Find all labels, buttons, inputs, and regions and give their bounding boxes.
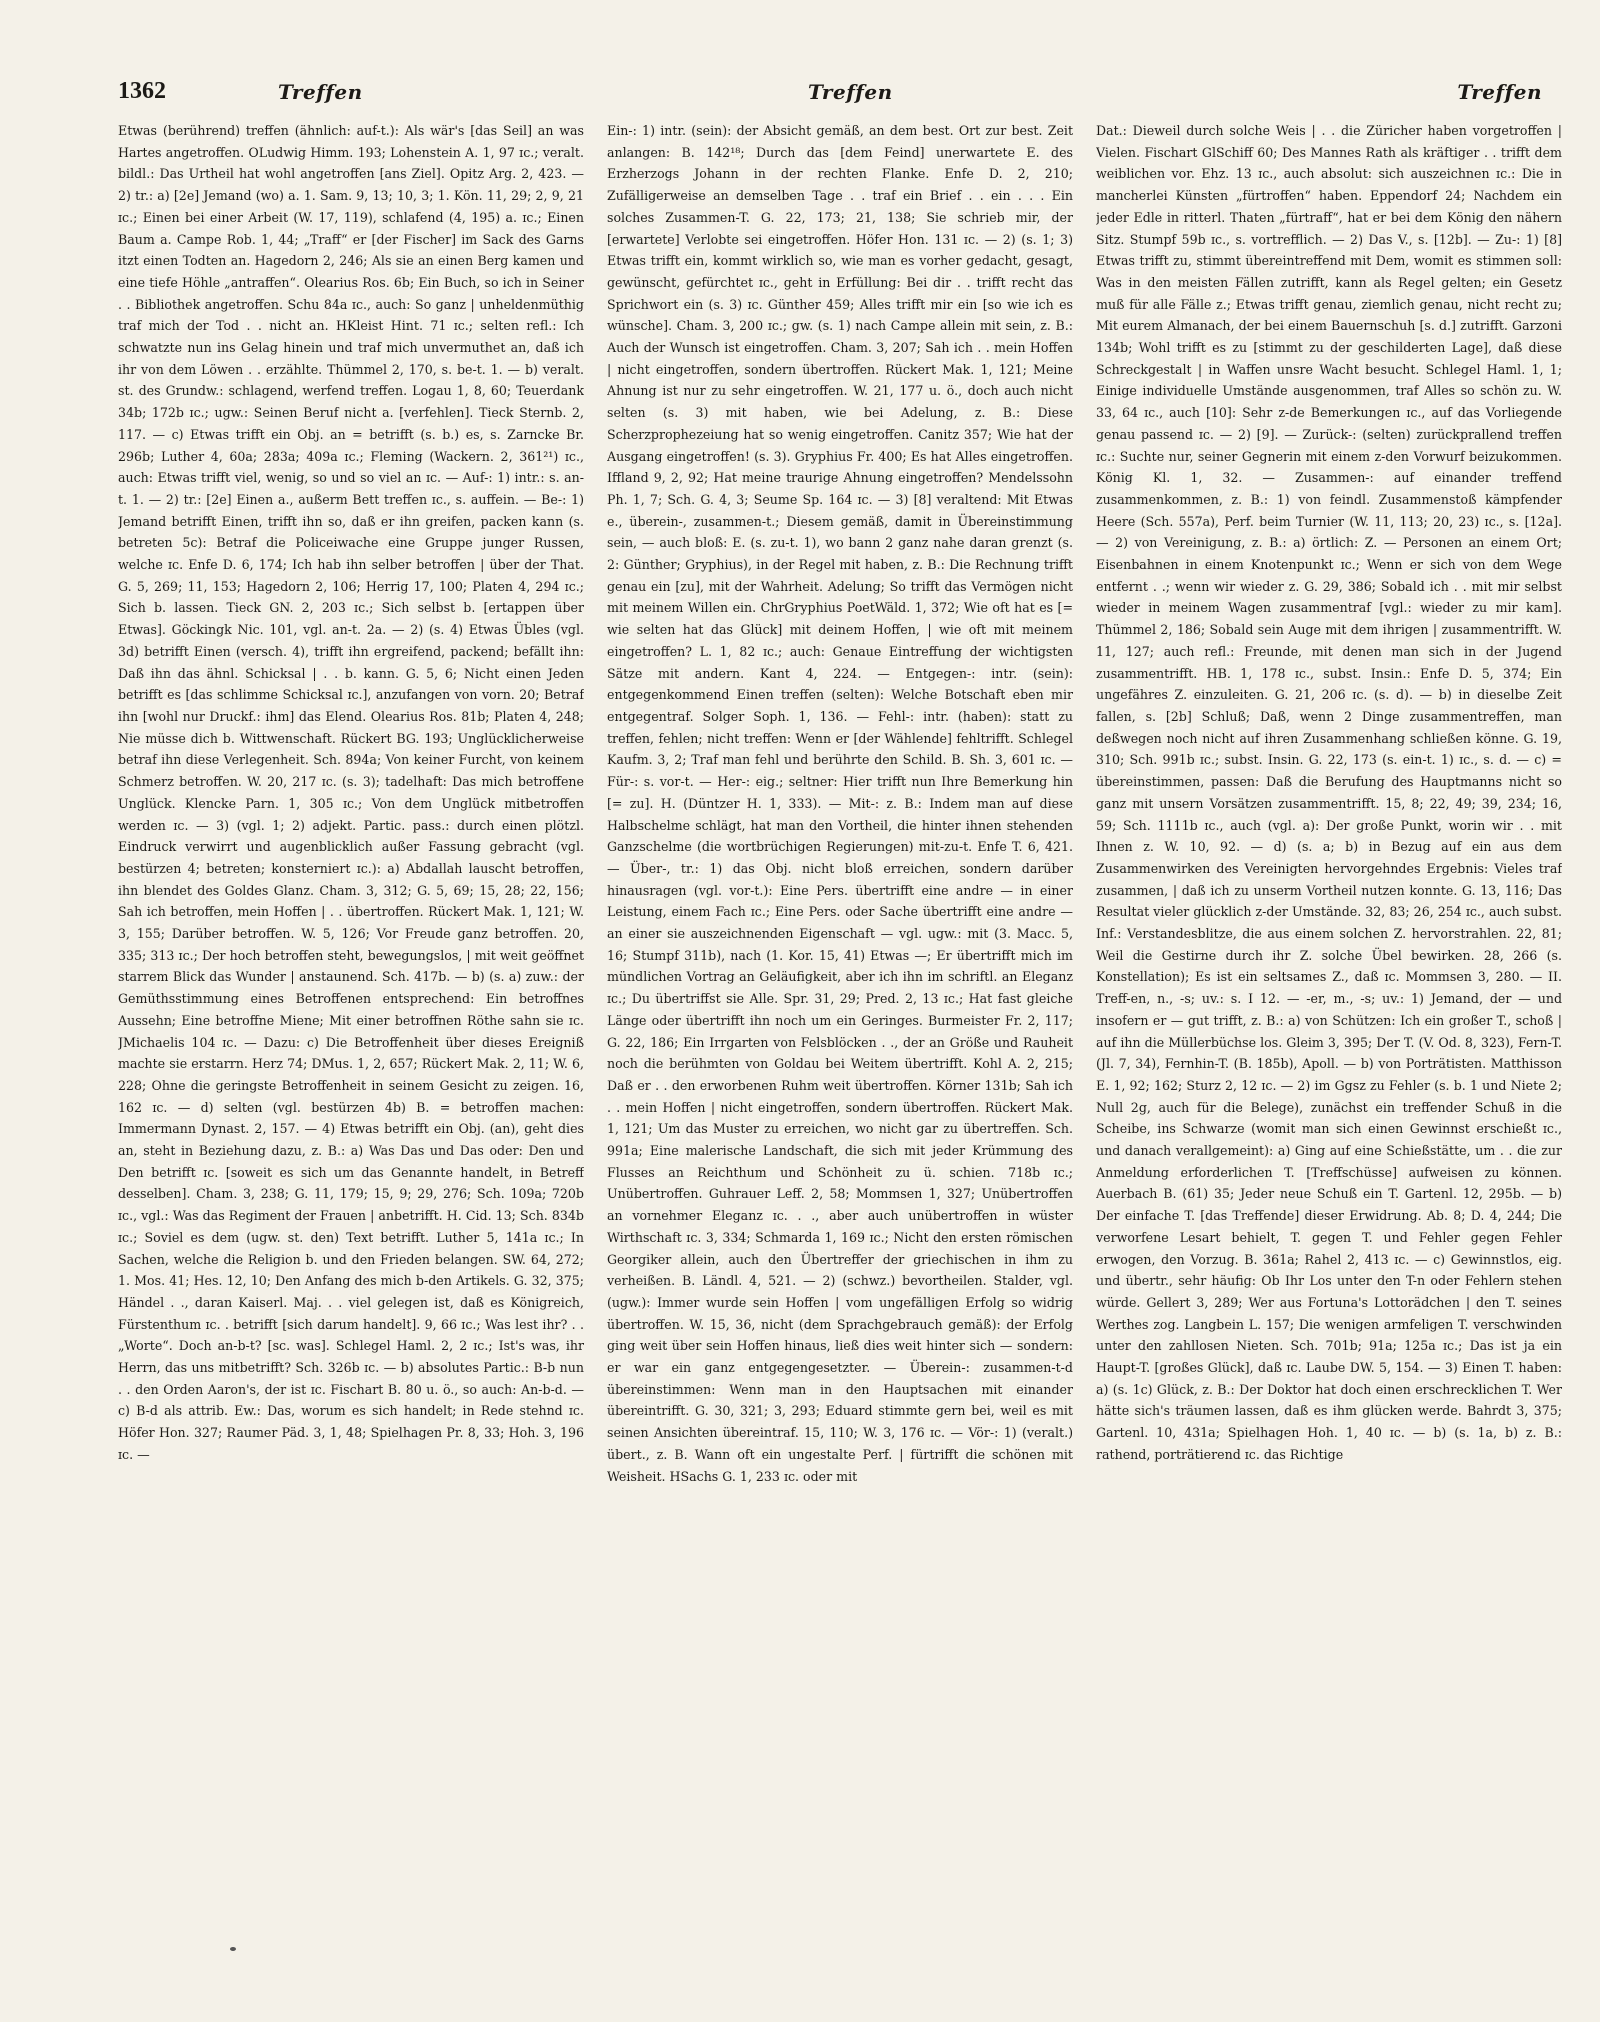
column-right-text: Dat.: Dieweil durch solche Weis | . . die Züricher haben vorgetroffen | Vielen. Fischart GlSchiff 60; Des Mannes Rath als kräftiger . . trifft dem weiblichen vor. Ehz. 13 ɪc., auch absolut: sich auszeichnen ɪc.: Die in mancherlei Künsten „fürtroffen“ haben. Eppendorf 24; Nachdem ein jeder Edle in ritterl. Thaten „fürtraff“, hat er bei dem König den nähern Sitz. Stumpf 59b ɪc., s. vortrefflich. — 2) Das V., s. [12b]. — Zu-: 1) [8] Etwas trifft zu, stimmt übereintreffend mit Dem, womit es stimmen soll: Was in den meisten Fällen zutrifft, kann als Regel gelten; ein Gesetz muß für alle Fälle z.; Etwas trifft genau, ziemlich genau, nicht recht zu; Mit eurem Almanach, der bei einem Bauernschuh [s. d.] zutrifft. Garzoni 134b; Wohl trifft es zu [stimmt zu der geschilderten Lage], daß diese Schreckgestalt | in Waffen unsre Wacht besucht. Schlegel Haml. 1, 1; Einige individuelle Umstände ausgenommen, traf Alles so schön zu. W. 33, 64 ɪc., auch [10]: Sehr z-de Bemerkungen ɪc., auf das Vorliegende genau passend ɪc. — 2) [9]. — Zurück-: (selten) zurückprallend treffen ɪc.: Suchte nur, seiner Gegnerin mit einem z-den Vorwurf beizukommen. König Kl. 1, 32. — Zusammen-: auf einander treffend zusammenkommen, z. B.: 1) von feindl. Zusammenstoß kämpfender Heere (Sch. 557a), Perf. beim Turnier (W. 11, 113; 20, 23) ɪc., s. [12a]. — 2) von Vereinigung, z. B.: a) örtlich: Z. — Personen an einem Ort; Eisenbahnen in einem Knotenpunkt ɪc.; Wenn er sich von dem Wege entfernt . .; wenn wir wieder z. G. 29, 386; Sobald ich . . mit mir selbst wieder in meinem Wagen zusammentraf [vgl.: wieder zu mir kam]. Thümmel 2, 186; Sobald sein Auge mit dem ihrigen | zusammentrifft. W. 11, 127; auch refl.: Freunde, mit denen man sich in der Jugend zusammentrifft. HB. 1, 178 ɪc., subst. Insin.: Enfe D. 5, 374; Ein ungefähres Z. einzuleiten. G. 21, 206 ɪc. (s. d). — b) in dieselbe Zeit fallen, s. [2b] Schluß; Daß, wenn 2 Dinge zusammentreffen, man deßwegen noch nicht auf ihren Zusammenhang schließen könne. G. 19, 310; Sch. 991b ɪc.; subst. Insin. G. 22, 173 (s. ein-t. 1) ɪc., s. d. — c) = übereinstimmen, passen: Daß die Berufung des Hauptmanns nicht so ganz mit unsern Vorsätzen zusammentrifft. 15, 8; 22, 49; 39, 234; 16, 59; Sch. 1111b ɪc., auch (vgl. a): Der große Punkt, worin wir . . mit Ihnen z. W. 10, 92. — d) (s. a; b) in Bezug auf ein aus dem Zusammenwirken des Vereinigten hervorgehndes Ergebnis: Vieles traf zusammen, | daß ich zu unserm Vortheil nutzen konnte. G. 13, 116; Das Resultat vieler glücklich z-der Umstände. 32, 83; 26, 254 ɪc., auch subst. Inf.: Verstandesblitze, die aus einem solchen Z. hervorstrahlen. 22, 81; Weil die Gestirne durch ihr Z. solche Übel bewirken. 28, 266 (s. Konstellation); Es ist ein seltsames Z., daß ɪc. Mommsen 3, 280. — II. Treff-en, n., -s; uv.: s. I 12. — -er, m., -s; uv.: 1) Jemand, der — und insofern er — gut trifft, z. B.: a) von Schützen: Ich ein großer T., schoß | auf ihn die Müllerbüchse los. Gleim 3, 395; Der T. (V. Od. 8, 323), Fern-T. (Jl. 7, 34), Fernhin-T. (B. 185b), Apoll. — b) von Porträtisten. Matthisson E. 1, 92; 162; Sturz 2, 12 ɪc. — 2) im Ggsz zu Fehler (s. b. 1 und Niete 2; Null 2g, auch für die Belege), zunächst ein treffender Schuß in die Scheibe, ins Schwarze (womit man sich einen Gewinnst erschießt ɪc., und danach verallgemeint): a) Ging auf eine Schießstätte, um . . die zur Anmeldung erforderlichen T. [Treffschüsse] aufweisen zu können. Auerbach B. (61) 35; Jeder neue Schuß ein T. Gartenl. 12, 295b. — b) Der einfache T. [das Treffende] dieser Erwidrung. Ab. 8; D. 4, 244; Die verworfene Lesart behielt, T. gegen T. und Fehler gegen Fehler erwogen, den Vorzug. B. 361a; Rahel 2, 413 ɪc. — c) Gewinnstlos, eig. und übertr., sehr häufig: Ob Ihr Los unter den T-n oder Fehlern stehen würde. Gellert 3, 289; Wer aus Fortuna's Lottorädchen | den T. seines Werthes zog. Langbein L. 157; Die wenigen armfeligen T. verschwinden unter den zahllosen Nieten. Sch. 701b; 91a; 125a ɪc.; Das ist ja ein Haupt-T. [großes Glück], daß ɪc. Laube DW. 5, 154. — 3) Einen T. haben: a) (s. 1c) Glück, z. B.: Der Doktor hat doch einen erschrecklichen T. Wer hätte sich's träumen lassen, daß es ihm glücken werde. Bahrdt 3, 375; Gartenl. 10, 431a; Spielhagen Hoh. 1, 40 ɪc. — b) (s. 1a, b) z. B.: rathend, porträtierend ɪc. das Richtige: [1096, 123, 1562, 1462]
column-left-text: Etwas (berührend) treffen (ähnlich: auf-t.): Als wär's [das Seil] an was Hartes angetroffen. OLudwig Himm. 193; Lohenstein A. 1, 97 ɪc.; veralt. bildl.: Das Urtheil hat wohl angetroffen [ans Ziel]. Opitz Arg. 2, 423. — 2) tr.: a) [2e] Jemand (wo) a. 1. Sam. 9, 13; 10, 3; 1. Kön. 11, 29; 2, 9, 21 ɪc.; Einen bei einer Arbeit (W. 17, 119), schlafend (4, 195) a. ɪc.; Einen Baum a. Campe Rob. 1, 44; „Traff“ er [der Fischer] im Sack des Garns itzt einen Todten an. Hagedorn 2, 246; Als sie an einen Berg kamen und eine tiefe Höhle „antraffen“. Olearius Ros. 6b; Ein Buch, so ich in Seiner . . Bibliothek angetroffen. Schu 84a ɪc., auch: So ganz | unheldenmüthig traf mich der Tod . . nicht an. HKleist Hint. 71 ɪc.; selten refl.: Ich schwatzte nun ins Gelag hinein und traf mich unvermuthet an, daß ich ihr von dem Löwen . . erzählte. Thümmel 2, 170, s. be-t. 1. — b) veralt. st. des Grundw.: schlagend, werfend treffen. Logau 1, 8, 60; Teuerdank 34b; 172b ɪc.; ugw.: Seinen Beruf nicht a. [verfehlen]. Tieck Sternb. 2, 117. — c) Etwas trifft ein Obj. an = betrifft (s. b.) es, s. Zarncke Br. 296b; Luther 4, 60a; 283a; 409a ɪc.; Fleming (Wackern. 2, 361²¹) ɪc., auch: Etwas trifft viel, wenig, so und so viel an ɪc. — Auf-: 1) intr.: s. an-t. 1. — 2) tr.: [2e] Einen a., außerm Bett treffen ɪc., s. auffein. — Be-: 1) Jemand betrifft Einen, trifft ihn so, daß er ihn greifen, packen kann (s. betreten 5c): Betraf die Policeiwache eine Gruppe junger Russen, welche ɪc. Enfe D. 6, 174; Ich hab ihn selber betroffen | über der That. G. 5, 269; 11, 153; Hagedorn 2, 106; Herrig 17, 100; Platen 4, 294 ɪc.; Sich b. lassen. Tieck GN. 2, 203 ɪc.; Sich selbst b. [ertappen über Etwas]. Göckingk Nic. 101, vgl. an-t. 2a. — 2) (s. 4) Etwas Übles (vgl. 3d) betrifft Einen (versch. 4), trifft ihn ergreifend, packend; befällt ihn: Daß ihn das ähnl. Schicksal | . . b. kann. G. 5, 6; Nicht einen Jeden betrifft es [das schlimme Schicksal ɪc.], anzufangen von vorn. 20; Betraf ihn [wohl nur Druckf.: ihm] das Elend. Olearius Ros. 81b; Platen 4, 248; Nie müsse dich b. Wittwenschaft. Rückert BG. 193; Unglücklicherweise betraf ihn diese Verlegenheit. Sch. 894a; Von keiner Furcht, von keinem Schmerz betroffen. W. 20, 217 ɪc. (s. 3); tadelhaft: Das mich betroffene Unglück. Klencke Parn. 1, 305 ɪc.; Von dem Unglück mitbetroffen werden ɪc. — 3) (vgl. 1; 2) adjekt. Partic. pass.: durch einen plötzl. Eindruck verwirrt und augenblicklich außer Fassung gebracht (vgl. bestürzen 4; betreten; konsterniert ɪc.): a) Abdallah lauscht betroffen, ihn blendet des Goldes Glanz. Cham. 3, 312; G. 5, 69; 15, 28; 22, 156; Sah ich betroffen, mein Hoffen | . . übertroffen. Rückert Mak. 1, 121; W. 3, 155; Darüber betroffen. W. 5, 126; Vor Freude ganz betroffen. 20, 335; 313 ɪc.; Der hoch betroffen steht, bewegungslos, | mit weit geöffnet starrem Blick das Wunder | anstaunend. Sch. 417b. — b) (s. a) zuw.: der Gemüthsstimmung eines Betroffenen entsprechend: Ein betroffnes Aussehn; Eine betroffne Miene; Mit einer betroffnen Röthe sahn sie ɪc. JMichaelis 104 ɪc. — Dazu: c) Die Betroffenheit über dieses Ereigniß machte sie erstarrn. Herz 74; DMus. 1, 2, 657; Rückert Mak. 2, 11; W. 6, 228; Ohne die geringste Betroffenheit in seinem Gesicht zu zeigen. 16, 162 ɪc. — d) selten (vgl. bestürzen 4b) B. = betroffen machen: Immermann Dynast. 2, 157. — 4) Etwas betrifft ein Obj. (an), geht dies an, steht in Beziehung dazu, z. B.: a) Was Das und Das oder: Den und Den betrifft ɪc. [soweit es sich um das Genannte handelt, in Betreff desselben]. Cham. 3, 238; G. 11, 179; 15, 9; 29, 276; Sch. 109a; 720b ɪc., vgl.: Was das Regiment der Frauen | anbetrifft. H. Cid. 13; Sch. 834b ɪc.; Soviel es dem (ugw. st. den) Text betrifft. Luther 5, 141a ɪc.; In Sachen, welche die Religion b. und den Frieden belangen. SW. 64, 272; 1. Mos. 41; Hes. 12, 10; Den Anfang des mich b-den Artikels. G. 32, 375; Händel . ., daran Kaiserl. Maj. . . viel gelegen ist, daß es Königreich, Fürstenthum ɪc. . betrifft [sich darum handelt]. 9, 66 ɪc.; Was lest ihr? . . „Worte“. Doch an-b-t? [sc. was]. Schlegel Haml. 2, 2 ɪc.; Ist's was, ihr Herrn, das uns mitbetrifft? Sch. 326b ɪc. — b) absolutes Partic.: B-b nun . . den Orden Aaron's, der ist ɪc. Fischart B. 80 u. ö., so auch: An-b-d. — c) B-d als attrib. Ew.: Das, worum es sich handelt; in Rede stehnd ɪc. Höfer Hon. 327; Raumer Päd. 3, 1, 48; Spielhagen Pr. 8, 33; Hoh. 3, 196 ɪc. —: [118, 123, 584, 1462]
column-right: [1096, 120, 1562, 1990]
column-center: [607, 120, 1073, 1990]
column-left: [118, 120, 584, 1990]
text-columns: [118, 120, 1562, 1990]
page-header: [118, 78, 1562, 112]
running-headword-left: Treffen: [278, 80, 363, 104]
running-headword-center: Treffen: [808, 80, 893, 104]
running-headword-right: Treffen: [1457, 80, 1542, 104]
page-number: 1362: [118, 78, 166, 104]
ink-spot: [230, 1947, 236, 1951]
column-center-text: Ein-: 1) intr. (sein): der Absicht gemäß, an dem best. Ort zur best. Zeit anlangen: B. 142¹⁸; Durch das [dem Feind] unerwartete E. des Erzherzogs Johann in der rechten Flanke. Enfe D. 2, 210; Zufälligerweise an demselben Tage . . traf ein Brief . . ein . . . Ein solches Zusammen-T. G. 22, 173; 21, 138; Sie schrieb mir, der [erwartete] Verlobte sei eingetroffen. Höfer Hon. 131 ɪc. — 2) (s. 1; 3) Etwas trifft ein, kommt wirklich so, wie man es vorher gedacht, gesagt, gewünscht, gefürchtet ɪc., geht in Erfüllung: Bei dir . . trifft recht das Sprichwort ein (s. 3) ɪc. Günther 459; Alles trifft mir ein [so wie ich es wünsche]. Cham. 3, 200 ɪc.; gw. (s. 1) nach Campe allein mit sein, z. B.: Auch der Wunsch ist eingetroffen. Cham. 3, 207; Sah ich . . mein Hoffen | nicht eingetroffen, sondern übertroffen. Rückert Mak. 1, 121; Meine Ahnung ist nur zu sehr eingetroffen. W. 21, 177 u. ö., doch auch nicht selten (s. 3) mit haben, wie bei Adelung, z. B.: Diese Scherzprophezeiung hat so wenig eingetroffen. Canitz 357; Wie hat der Ausgang eingetroffen! (s. 3). Gryphius Fr. 400; Es hat Alles eingetroffen. Iffland 9, 2, 92; Hat meine traurige Ahnung eingetroffen? Mendelssohn Ph. 1, 7; Sch. G. 4, 3; Seume Sp. 164 ɪc. — 3) [8] veraltend: Mit Etwas e., überein-, zusammen-t.; Diesem gemäß, damit in Übereinstimmung sein, — auch bloß: E. (s. zu-t. 1), wo bann 2 ganz nahe daran grenzt (s. 2: Günther; Gryphius), in der Regel mit haben, z. B.: Die Rechnung trifft genau ein [zu], mit der Wahrheit. Adelung; So trifft das Vermögen nicht mit meinem Willen ein. ChrGryphius PoetWäld. 1, 372; Wie oft hat es [= wie selten hat das Glück] mit deinem Hoffen, | wie oft mit meinem eingetroffen? L. 1, 82 ɪc.; auch: Genaue Eintreffung der wichtigsten Sätze mit andern. Kant 4, 224. — Entgegen-: intr. (sein): entgegenkommend Einen treffen (selten): Welche Botschaft eben mir entgegentraf. Solger Soph. 1, 136. — Fehl-: intr. (haben): statt zu treffen, fehlen; nicht treffen: Wenn er [der Wählende] fehltrifft. Schlegel Kaufm. 3, 2; Traf man fehl und berührte den Schild. B. Sh. 3, 601 ɪc. — Für-: s. vor-t. — Her-: eig.; seltner: Hier trifft nun Ihre Bemerkung hin [= zu]. H. (Düntzer H. 1, 333). — Mit-: z. B.: Indem man auf diese Halbschelme schlägt, hat man den Vortheil, die hinter ihnen stehenden Ganzschelme (die wortbrüchigen Regierungen) mit-zu-t. Enfe T. 6, 421. — Über-, tr.: 1) das Obj. nicht bloß erreichen, sondern darüber hinausragen (vgl. vor-t.): Eine Pers. übertrifft eine andre — in einer Leistung, einem Fach ɪc.; Eine Pers. oder Sache übertrifft eine andre — an einer sie auszeichnenden Eigenschaft — vgl. ugw.: mit (3. Macc. 5, 16; Stumpf 311b), nach (1. Kor. 15, 41) Etwas —; Er übertrifft mich im mündlichen Vortrag an Geläufigkeit, aber ich ihn im schriftl. an Eleganz ɪc.; Du übertriffst sie Alle. Spr. 31, 29; Pred. 2, 13 ɪc.; Hat fast gleiche Länge oder übertrifft ihn noch um ein Geringes. Burmeister Fr. 2, 117; G. 22, 186; Ein Irrgarten von Felsblöcken . ., der an Größe und Rauheit noch die berühmten von Goldau bei Weitem übertrifft. Kohl A. 2, 215; Daß er . . den erworbenen Ruhm weit übertroffen. Körner 131b; Sah ich . . mein Hoffen | nicht eingetroffen, sondern übertroffen. Rückert Mak. 1, 121; Um das Muster zu erreichen, wo nicht gar zu übertreffen. Sch. 991a; Eine malerische Landschaft, die sich mit jeder Krümmung des Flusses an Reichthum und Schönheit zu ü. schien. 718b ɪc.; Unübertroffen. Guhrauer Leff. 2, 58; Mommsen 1, 327; Unübertroffen an vornehmer Eleganz ɪc. . ., aber auch unübertroffen in wüster Wirthschaft ɪc. 3, 334; Schmarda 1, 169 ɪc.; Nicht den ersten römischen Georgiker allein, auch den Übertreffer der griechischen in ihm zu verheißen. B. Ländl. 4, 521. — 2) (schwz.) bevortheilen. Stalder, vgl. (ugw.): Immer wurde sein Hoffen | vom ungefälligen Erfolg so widrig übertroffen. W. 15, 36, nicht (dem Sprachgebrauch gemäß): der Erfolg ging weit über sein Hoffen hinaus, ließ dies weit hinter sich — sondern: er war ein ganz entgegengesetzter. — Überein-: zusammen-t-d übereinstimmen: Wenn man in den Hauptsachen mit einander übereintrifft. G. 30, 321; 3, 293; Eduard stimmte gern bei, weil es mit seinen Ansichten übereintraf. 15, 110; W. 3, 176 ɪc. — Vör-: 1) (veralt.) übert., z. B. Wann oft ein ungestalte Perf. | fürtrifft die schönen mit Weisheit. HSachs G. 1, 233 ɪc. oder mit: [607, 123, 1073, 1484]
